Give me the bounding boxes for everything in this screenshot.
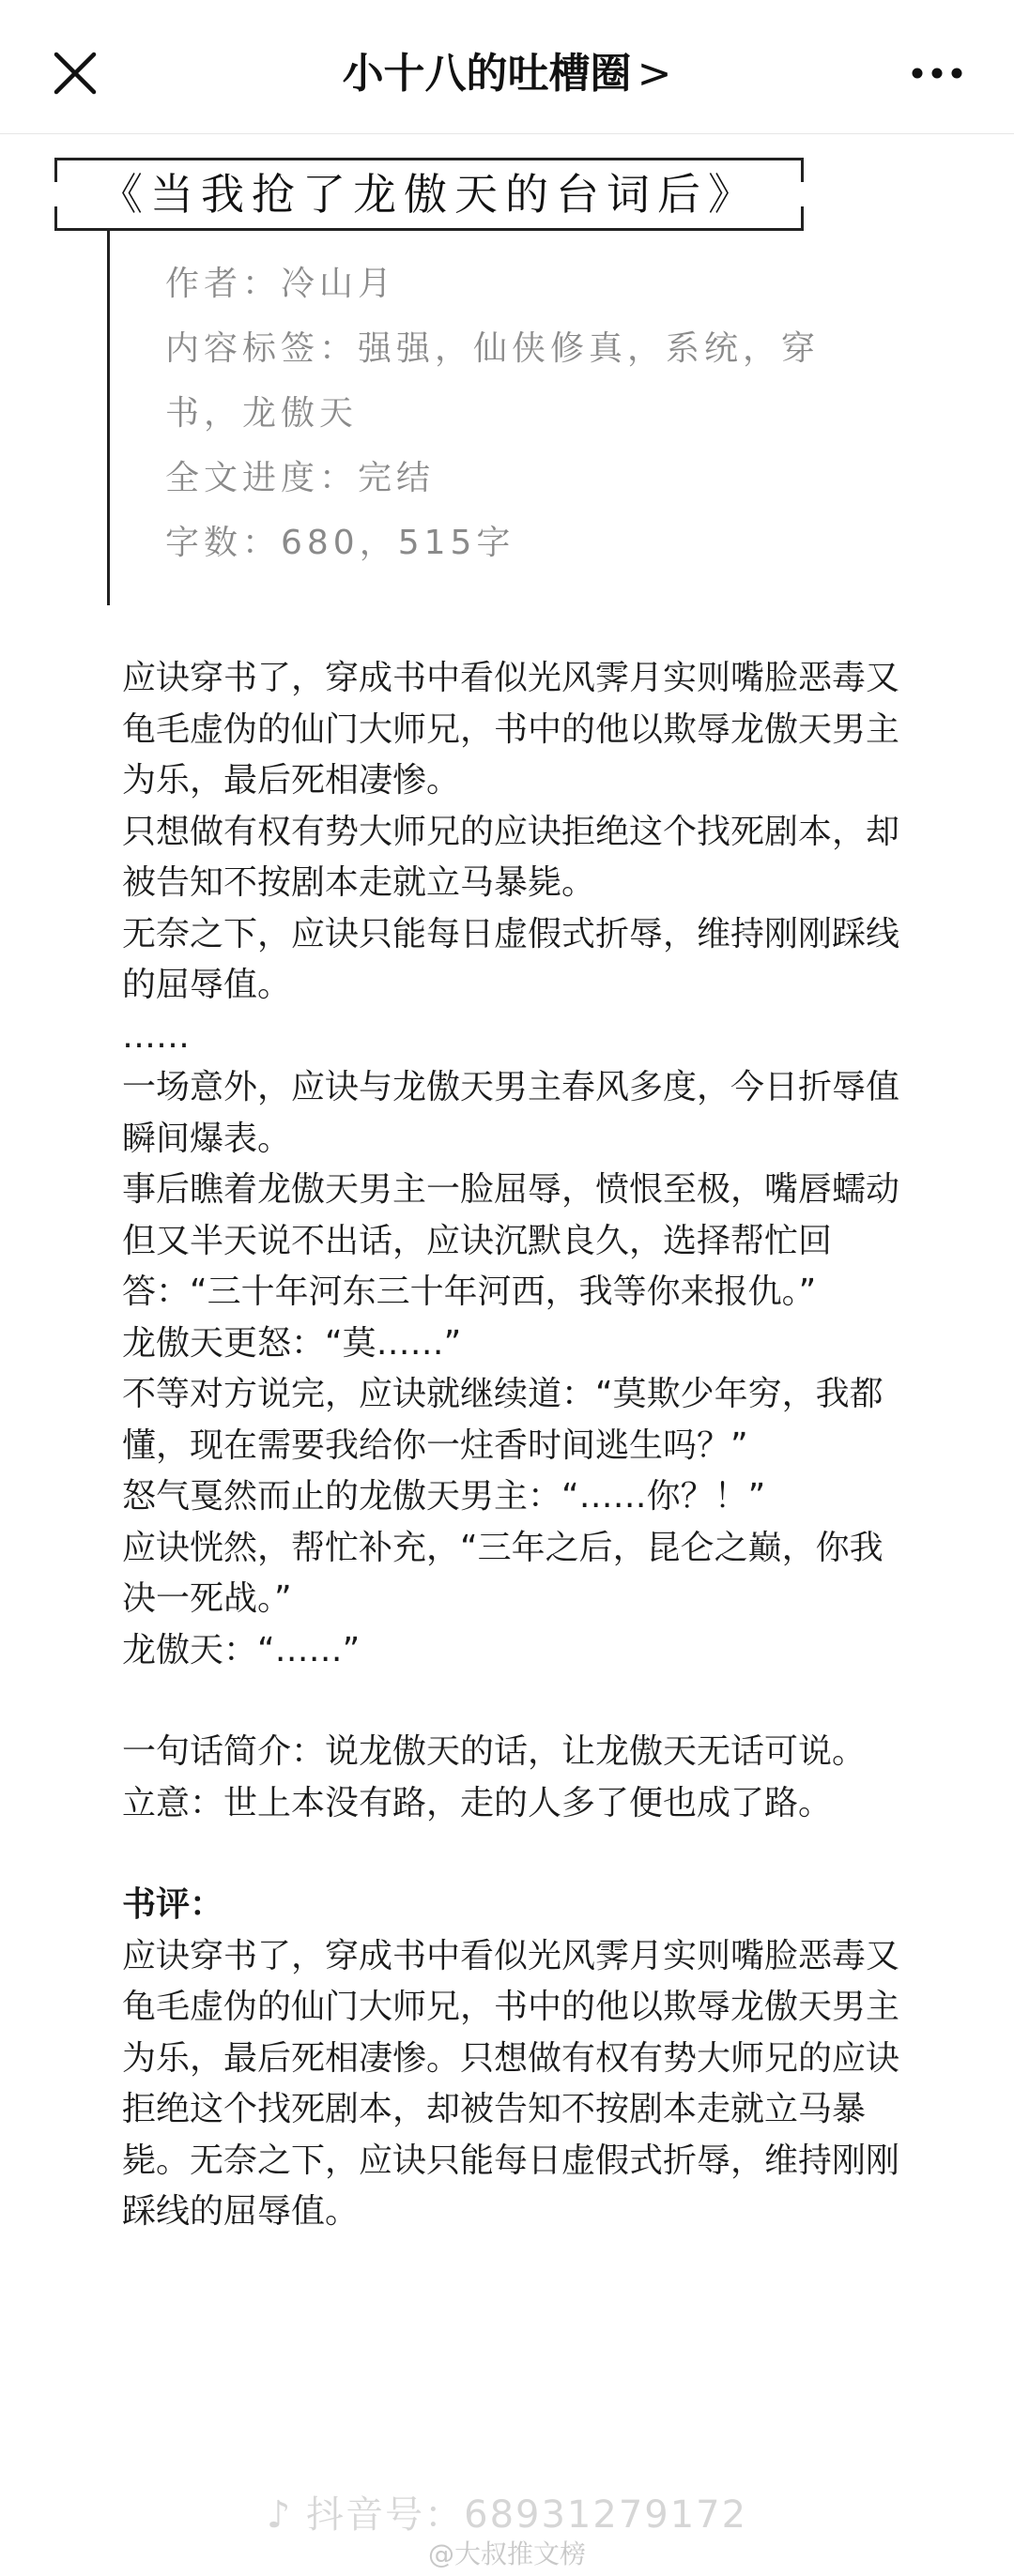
review-heading: 书评： (122, 1885, 224, 1924)
paragraph: 怒气戛然而止的龙傲天男主：“……你？！” (122, 1477, 766, 1516)
more-button[interactable] (909, 54, 965, 92)
nav-title-link[interactable] (0, 41, 1014, 107)
paragraph: 只想做有权有势大师兄的应诀拒绝这个找死剧本，却被告知不按剧本走就立马暴毙。 (122, 812, 900, 902)
paragraph: 事后瞧着龙傲天男主一脸屈辱，愤恨至极，嘴唇蠕动但又半天说不出话，应诀沉默良久，选择帮忙回答：“三十年河东三十年河西，我等你来报仇。” (122, 1170, 900, 1311)
paragraph: 无奈之下，应诀只能每日虚假式折辱，维持刚刚踩线的屈辱值。 (122, 914, 900, 1004)
meta-progress: 全文进度：完结 (165, 459, 436, 497)
book-meta (165, 252, 916, 575)
review-text: 应诀穿书了，穿成书中看似光风霁月实则嘴脸恶毒又龟毛虚伪的仙门大师兄，书中的他以欺辱龙傲天男主为乐，最后死相凄惨。只想做有权有势大师兄的应诀拒绝这个找死剧本，却被告知不按剧本走就立马暴毙。无奈之下，应诀只能每日虚假式折辱，维持刚刚踩线的屈辱值。 (122, 1936, 900, 2231)
paragraph: 不等对方说完，应诀就继续道：“莫欺少年穷，我都懂，现在需要我给你一炷香时间逃生吗？” (122, 1375, 883, 1465)
watermark (0, 2485, 1014, 2538)
watermark-sub: @大叔推文榜 (427, 2538, 586, 2569)
book-title: 《当我抢了龙傲天的台词后》 (100, 169, 759, 220)
book-title-frame (54, 158, 804, 231)
theme-statement: 立意：世上本没有路，走的人多了便也成了路。 (122, 1783, 833, 1822)
tiktok-logo-icon: ♪ (266, 2493, 293, 2537)
more-dots-icon (909, 54, 965, 92)
paragraph: 应诀恍然，帮忙补充，“三年之后，昆仑之巅，你我决一死战。” (122, 1528, 883, 1618)
meta-word-count: 字数：680，515字 (165, 524, 515, 562)
watermark-account: 抖音号：68931279172 (306, 2493, 748, 2537)
meta-tags-line2: 书，龙傲天 (165, 394, 359, 433)
page-title: 小十八的吐槽圈 (342, 50, 632, 98)
chevron-right-icon: > (637, 50, 672, 98)
nav-bar (0, 0, 1014, 134)
paragraph: …… (122, 1016, 190, 1056)
meta-divider (107, 228, 110, 605)
one-line-summary: 一句话简介：说龙傲天的话，让龙傲天无话可说。 (122, 1732, 867, 1771)
paragraph: 龙傲天更怒：“莫……” (122, 1323, 462, 1363)
meta-author: 作者：冷山月 (165, 265, 397, 303)
paragraph: 龙傲天：“……” (122, 1630, 361, 1669)
paragraph: 一场意外，应诀与龙傲天男主春风多度，今日折辱值瞬间爆表。 (122, 1068, 900, 1158)
paragraph: 应诀穿书了，穿成书中看似光风霁月实则嘴脸恶毒又龟毛虚伪的仙门大师兄，书中的他以欺辱龙傲天男主为乐，最后死相凄惨。 (122, 659, 900, 800)
meta-tags-line1: 内容标签：强强，仙侠修真，系统，穿 (165, 329, 821, 368)
article-body (122, 653, 901, 2238)
